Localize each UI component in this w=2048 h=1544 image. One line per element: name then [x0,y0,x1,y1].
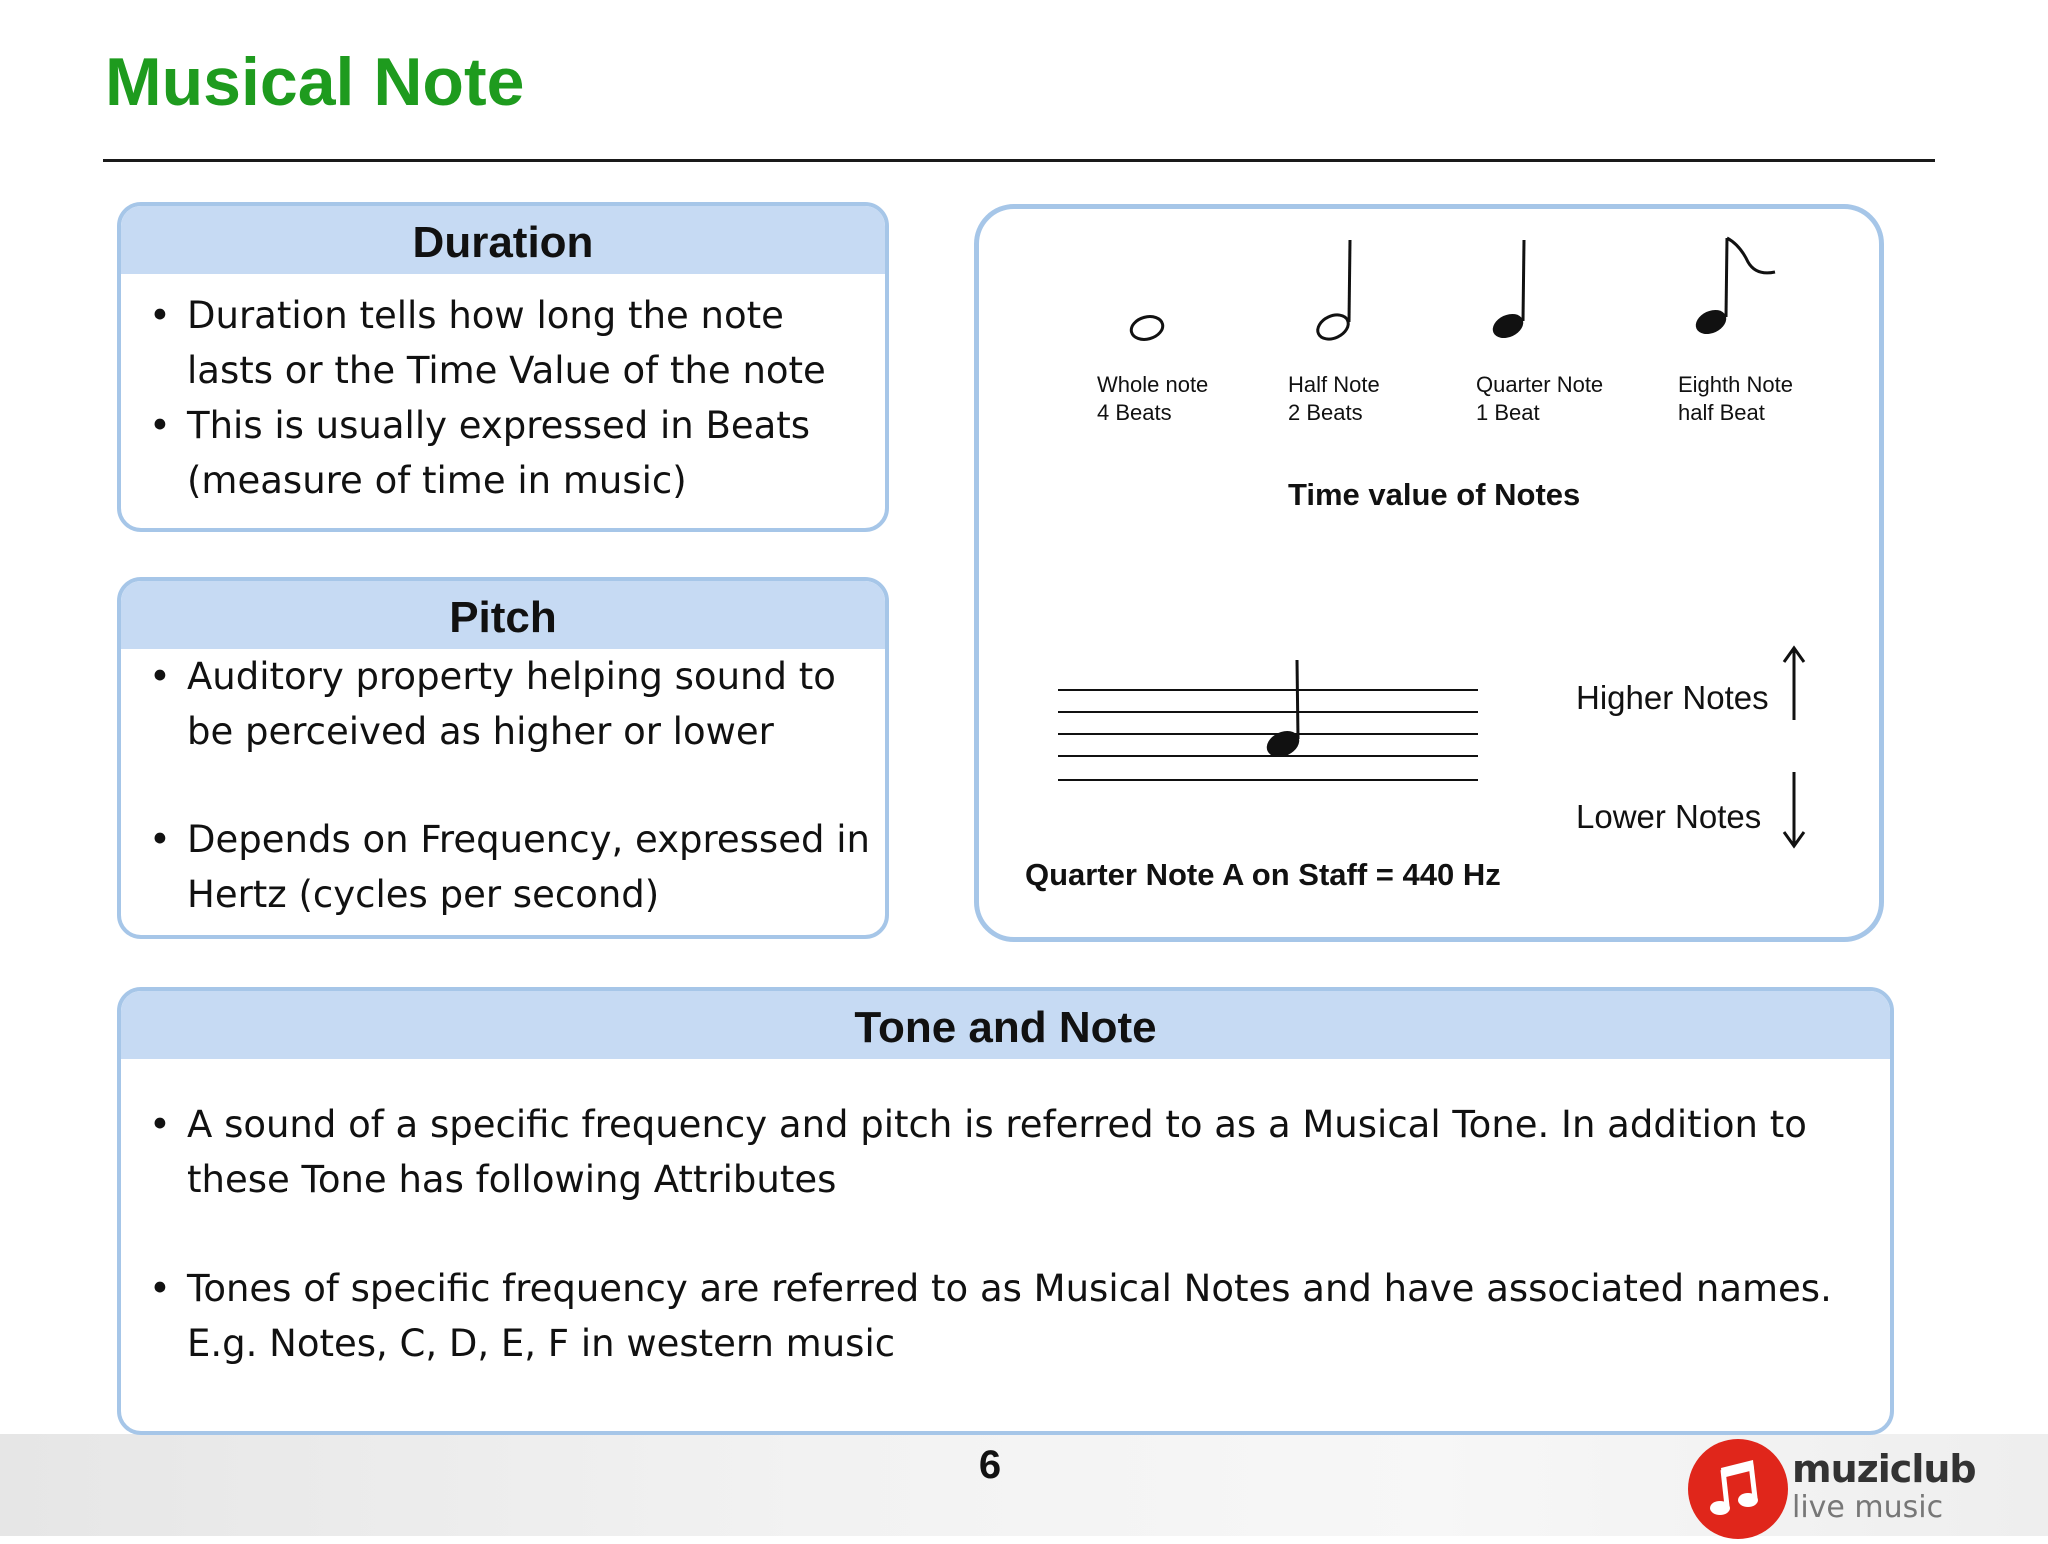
note-beats: 2 Beats [1288,400,1363,425]
duration-header: Duration [121,206,885,274]
note-beats: 4 Beats [1097,400,1172,425]
tone-note-bullets [121,1097,1890,1371]
quarter-note-icon [1489,240,1527,343]
pitch-header: Pitch [121,581,885,649]
bullet-line: Duration tells how long the note [187,294,784,337]
logo-badge [1683,1434,1793,1544]
logo-tagline: live music [1792,1490,1944,1525]
whole-note-icon [1129,313,1166,343]
arrow-up-icon [1784,648,1804,720]
bullet-line: Tones of specific frequency are referred to as Musical Notes and have associated names. [187,1267,1832,1310]
note-name: Quarter Note [1476,372,1604,397]
page-number: 6 [978,1443,1002,1487]
staff-caption: Quarter Note A on Staff = 440 Hz [1025,857,1501,892]
note-beats: 1 Beat [1476,400,1540,425]
lower-notes-label: Lower Notes [1576,798,1762,835]
half-note-icon [1314,240,1352,344]
tone-note-header: Tone and Note [121,991,1890,1059]
bullet-line: E.g. Notes, C, D, E, F in western music [187,1322,896,1365]
higher-notes-label: Higher Notes [1576,679,1769,716]
eighth-note-label [1678,371,1793,427]
half-note-label [1288,371,1380,427]
tone-bullet-1 [121,1097,1890,1207]
bullet-line: Auditory property helping sound to [187,655,836,698]
slide-title: Musical Note [105,44,525,120]
bullet-line: (measure of time in music) [187,459,687,502]
eighth-note-icon [1692,238,1775,339]
bullet-line: lasts or the Time Value of the note [187,349,826,392]
bullet-line: Depends on Frequency, expressed in [187,818,870,861]
note-name: Eighth Note [1678,372,1793,397]
time-value-caption: Time value of Notes [1288,477,1581,512]
bullet-line: This is usually expressed in Beats [187,404,811,447]
music-staff [1058,690,1478,780]
whole-note-label [1097,371,1208,427]
logo-name: muziclub [1792,1447,1976,1491]
bullet-line: A sound of a specific frequency and pitch is referred to as a Musical Tone. In addition to [187,1103,1807,1146]
tone-bullet-2 [121,1261,1890,1371]
note-name: Whole note [1097,372,1209,397]
bullet-line: be perceived as higher or lower [187,710,774,753]
note-beats: half Beat [1678,400,1765,425]
note-name: Half Note [1288,372,1380,397]
arrow-down-icon [1784,772,1804,846]
bullet-line: these Tone has following Attributes [187,1158,837,1201]
bullet-line: Hertz (cycles per second) [187,873,660,916]
quarter-note-label [1476,371,1603,427]
tone-note-box [117,987,1894,1435]
